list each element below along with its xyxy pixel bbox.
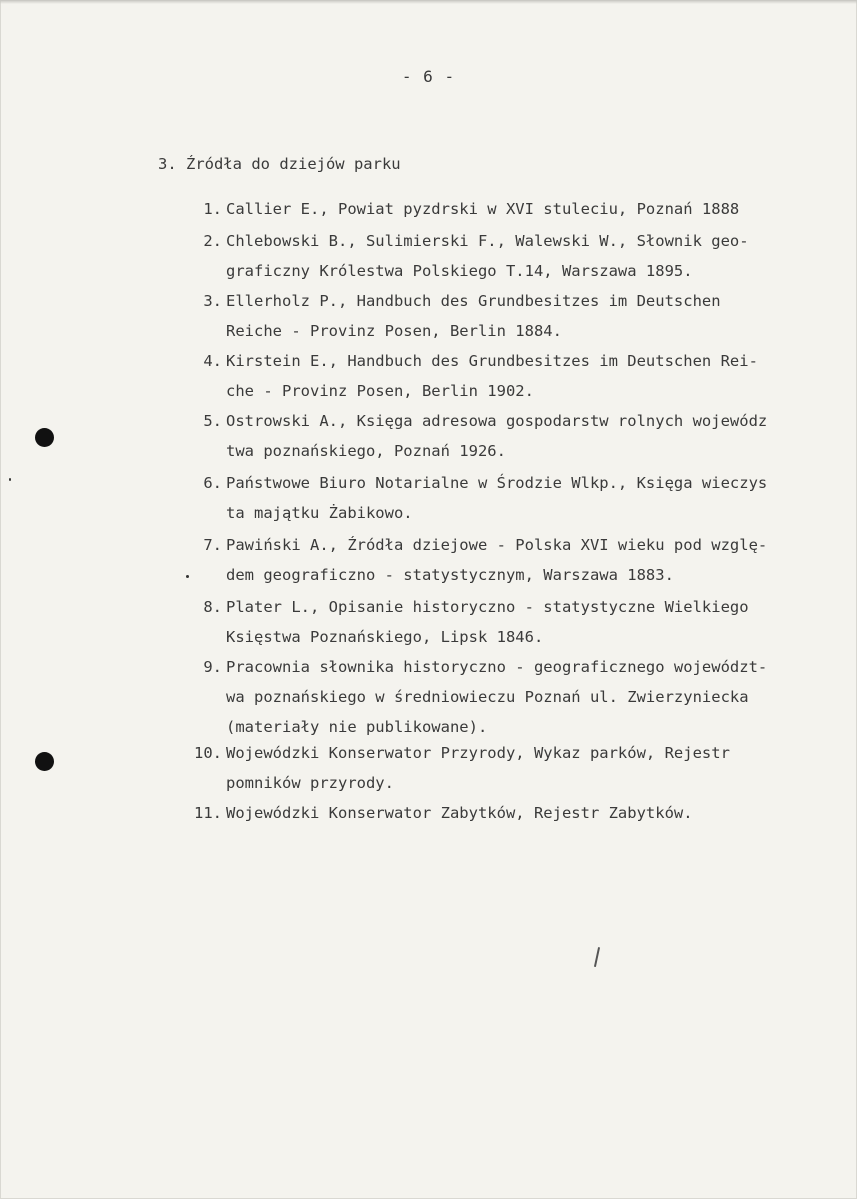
reference-text-line: Plater L., Opisanie historyczno - statystyczne Wielkiego (226, 598, 749, 616)
reference-item (180, 468, 850, 528)
paper-speck (9, 478, 11, 481)
reference-number: 11. (194, 804, 222, 822)
reference-item (180, 530, 850, 590)
paper-speck (186, 575, 189, 578)
reference-text-line: Państwowe Biuro Notarialne w Środzie Wlkp., Księga wieczys (226, 474, 768, 492)
reference-item (180, 194, 850, 224)
reference-number: 8. (203, 598, 222, 616)
punch-hole-top (35, 428, 54, 447)
reference-item (180, 226, 850, 286)
reference-number: 9. (203, 658, 222, 676)
reference-text-line: Pawiński A., Źródła dziejowe - Polska XVI wieku pod wzglę- (226, 536, 768, 554)
reference-text-line: Wojewódzki Konserwator Zabytków, Rejestr Zabytków. (226, 804, 693, 822)
reference-item (180, 406, 850, 466)
reference-item (180, 652, 850, 742)
reference-item (180, 286, 850, 346)
reference-text-line: Ellerholz P., Handbuch des Grundbesitzes im Deutschen (226, 292, 721, 310)
reference-number: 4. (203, 352, 222, 370)
reference-item (180, 738, 850, 798)
reference-text-line: Kirstein E., Handbuch des Grundbesitzes im Deutschen Rei- (226, 352, 758, 370)
reference-text-line: Reiche - Provinz Posen, Berlin 1884. (226, 322, 562, 340)
reference-text-line: Callier E., Powiat pyzdrski w XVI stuleciu, Poznań 1888 (226, 200, 740, 218)
reference-text-line: graficzny Królestwa Polskiego T.14, Warszawa 1895. (226, 262, 693, 280)
page-number: - 6 - (401, 67, 456, 86)
reference-text-line: dem geograficzno - statystycznym, Warszawa 1883. (226, 566, 674, 584)
reference-text-line: wa poznańskiego w średniowieczu Poznań ul. Zwierzyniecka (226, 688, 749, 706)
reference-item (180, 346, 850, 406)
punch-hole-bottom (35, 752, 54, 771)
reference-number: 5. (203, 412, 222, 430)
reference-number: 3. (203, 292, 222, 310)
reference-item (180, 798, 850, 828)
reference-number: 2. (203, 232, 222, 250)
reference-text-line: Wojewódzki Konserwator Przyrody, Wykaz parków, Rejestr (226, 744, 730, 762)
reference-number: 6. (203, 474, 222, 492)
reference-text-line: twa poznańskiego, Poznań 1926. (226, 442, 506, 460)
reference-text-line: Pracownia słownika historyczno - geograficznego województ- (226, 658, 768, 676)
reference-text-line: che - Provinz Posen, Berlin 1902. (226, 382, 534, 400)
reference-number: 7. (203, 536, 222, 554)
reference-number: 1. (203, 200, 222, 218)
reference-text-line: ta majątku Żabikowo. (226, 504, 413, 522)
section-title: Źródła do dziejów parku (186, 155, 401, 173)
reference-item (180, 592, 850, 652)
reference-text-line: Księstwa Poznańskiego, Lipsk 1846. (226, 628, 544, 646)
reference-number: 10. (194, 744, 222, 762)
section-number: 3. (158, 155, 177, 173)
reference-text-line: Ostrowski A., Księga adresowa gospodarstw rolnych wojewódz (226, 412, 768, 430)
reference-text-line: (materiały nie publikowane). (226, 718, 488, 736)
reference-text-line: Chlebowski B., Sulimierski F., Walewski W., Słownik geo- (226, 232, 749, 250)
reference-text-line: pomników przyrody. (226, 774, 394, 792)
